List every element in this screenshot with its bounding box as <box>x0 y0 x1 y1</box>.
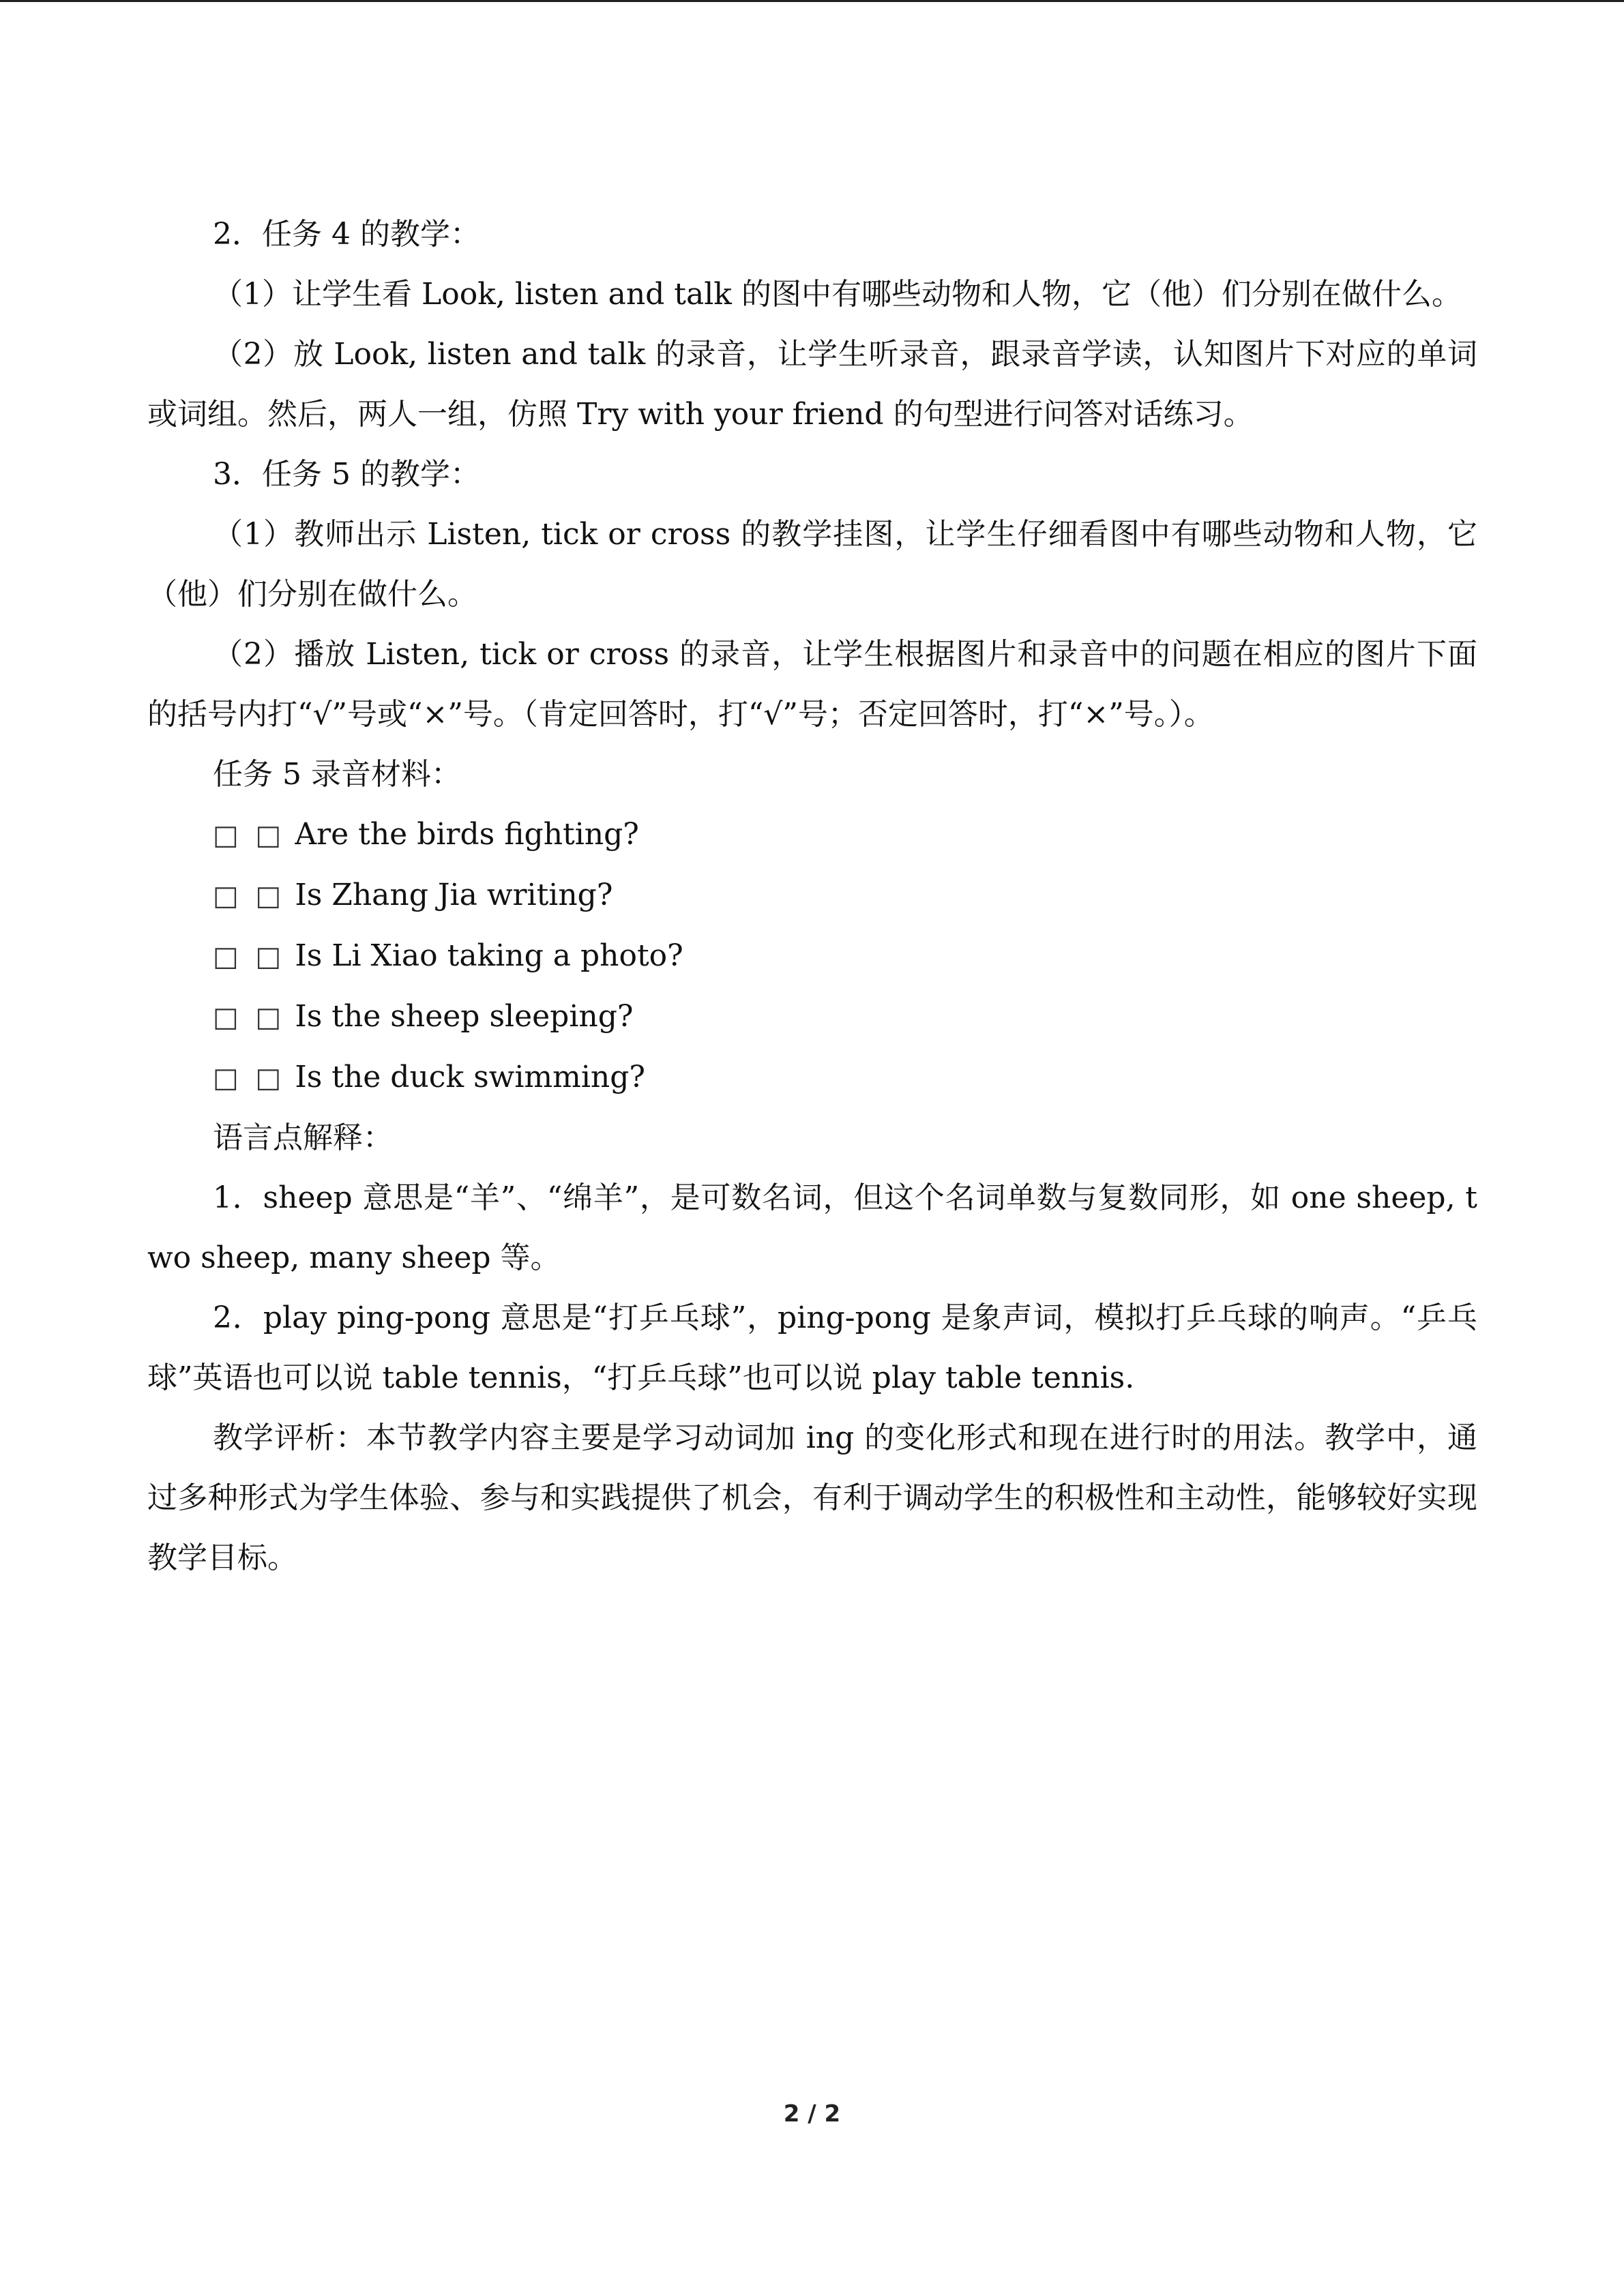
page-number: 2 / 2 <box>783 2100 841 2128</box>
top-border-line <box>0 0 1624 2</box>
recording-item-text: Is Li Xiao taking a photo? <box>295 938 683 973</box>
recording-item-text: Is the sheep sleeping? <box>295 999 634 1034</box>
checkbox-glyphs: □ □ <box>213 941 286 972</box>
document-body <box>147 205 1477 1588</box>
task5-step1: （1）教师出示 Listen, tick or cross 的教学挂图，让学生仔细看图中有哪些动物和人物，它（他）们分别在做什么。 <box>147 517 1477 612</box>
recording-item-text: Is the duck swimming? <box>295 1060 646 1094</box>
language-point-ping-pong: 2．play ping-pong 意思是“打乒乓球”，ping-pong 是象声词，模拟打乒乓球的响声。“乒乓球”英语也可以说 table tennis，“打乒乓球”也可以说 play table tennis. <box>147 1300 1477 1395</box>
checkbox-glyphs: □ □ <box>213 820 286 851</box>
recording-item-text: Are the birds fighting? <box>295 817 639 852</box>
recording-materials-heading: 任务 5 录音材料： <box>213 757 461 792</box>
language-point-sheep: 1．sheep 意思是“羊”、“绵羊”，是可数名词，但这个名词单数与复数同形，如 one sheep, two sheep, many sheep 等。 <box>147 1180 1477 1275</box>
recording-item <box>147 865 1477 926</box>
recording-item <box>147 987 1477 1047</box>
task5-step2: （2）播放 Listen, tick or cross 的录音，让学生根据图片和录音中的问题在相应的图片下面的括号内打“√”号或“×”号。（肯定回答时，打“√”号；否定回答时，打“×”号。）。 <box>147 637 1477 732</box>
recording-item <box>147 926 1477 987</box>
teaching-evaluation: 教学评析：本节教学内容主要是学习动词加 ing 的变化形式和现在进行时的用法。教学中，通过多种形式为学生体验、参与和实践提供了机会，有利于调动学生的积极性和主动性，能够较好实现教学目标。 <box>147 1420 1477 1575</box>
language-points-heading: 语言点解释： <box>213 1120 393 1155</box>
task4-step1: （1）让学生看 Look, listen and talk 的图中有哪些动物和人物，它（他）们分别在做什么。 <box>213 277 1462 312</box>
task5-heading: 3．任务 5 的教学： <box>213 457 480 492</box>
checkbox-glyphs: □ □ <box>213 880 286 912</box>
recording-item-text: Is Zhang Jia writing? <box>295 878 613 912</box>
task4-step2: （2）放 Look, listen and talk 的录音，让学生听录音，跟录音学读，认知图片下对应的单词或词组。然后，两人一组，仿照 Try with your friend 的句型进行问答对话练习。 <box>147 337 1477 432</box>
checkbox-glyphs: □ □ <box>213 1002 286 1033</box>
task4-heading: 2．任务 4 的教学： <box>213 217 480 252</box>
recording-item <box>147 1047 1477 1108</box>
checkbox-glyphs: □ □ <box>213 1062 286 1094</box>
recording-item <box>147 805 1477 865</box>
